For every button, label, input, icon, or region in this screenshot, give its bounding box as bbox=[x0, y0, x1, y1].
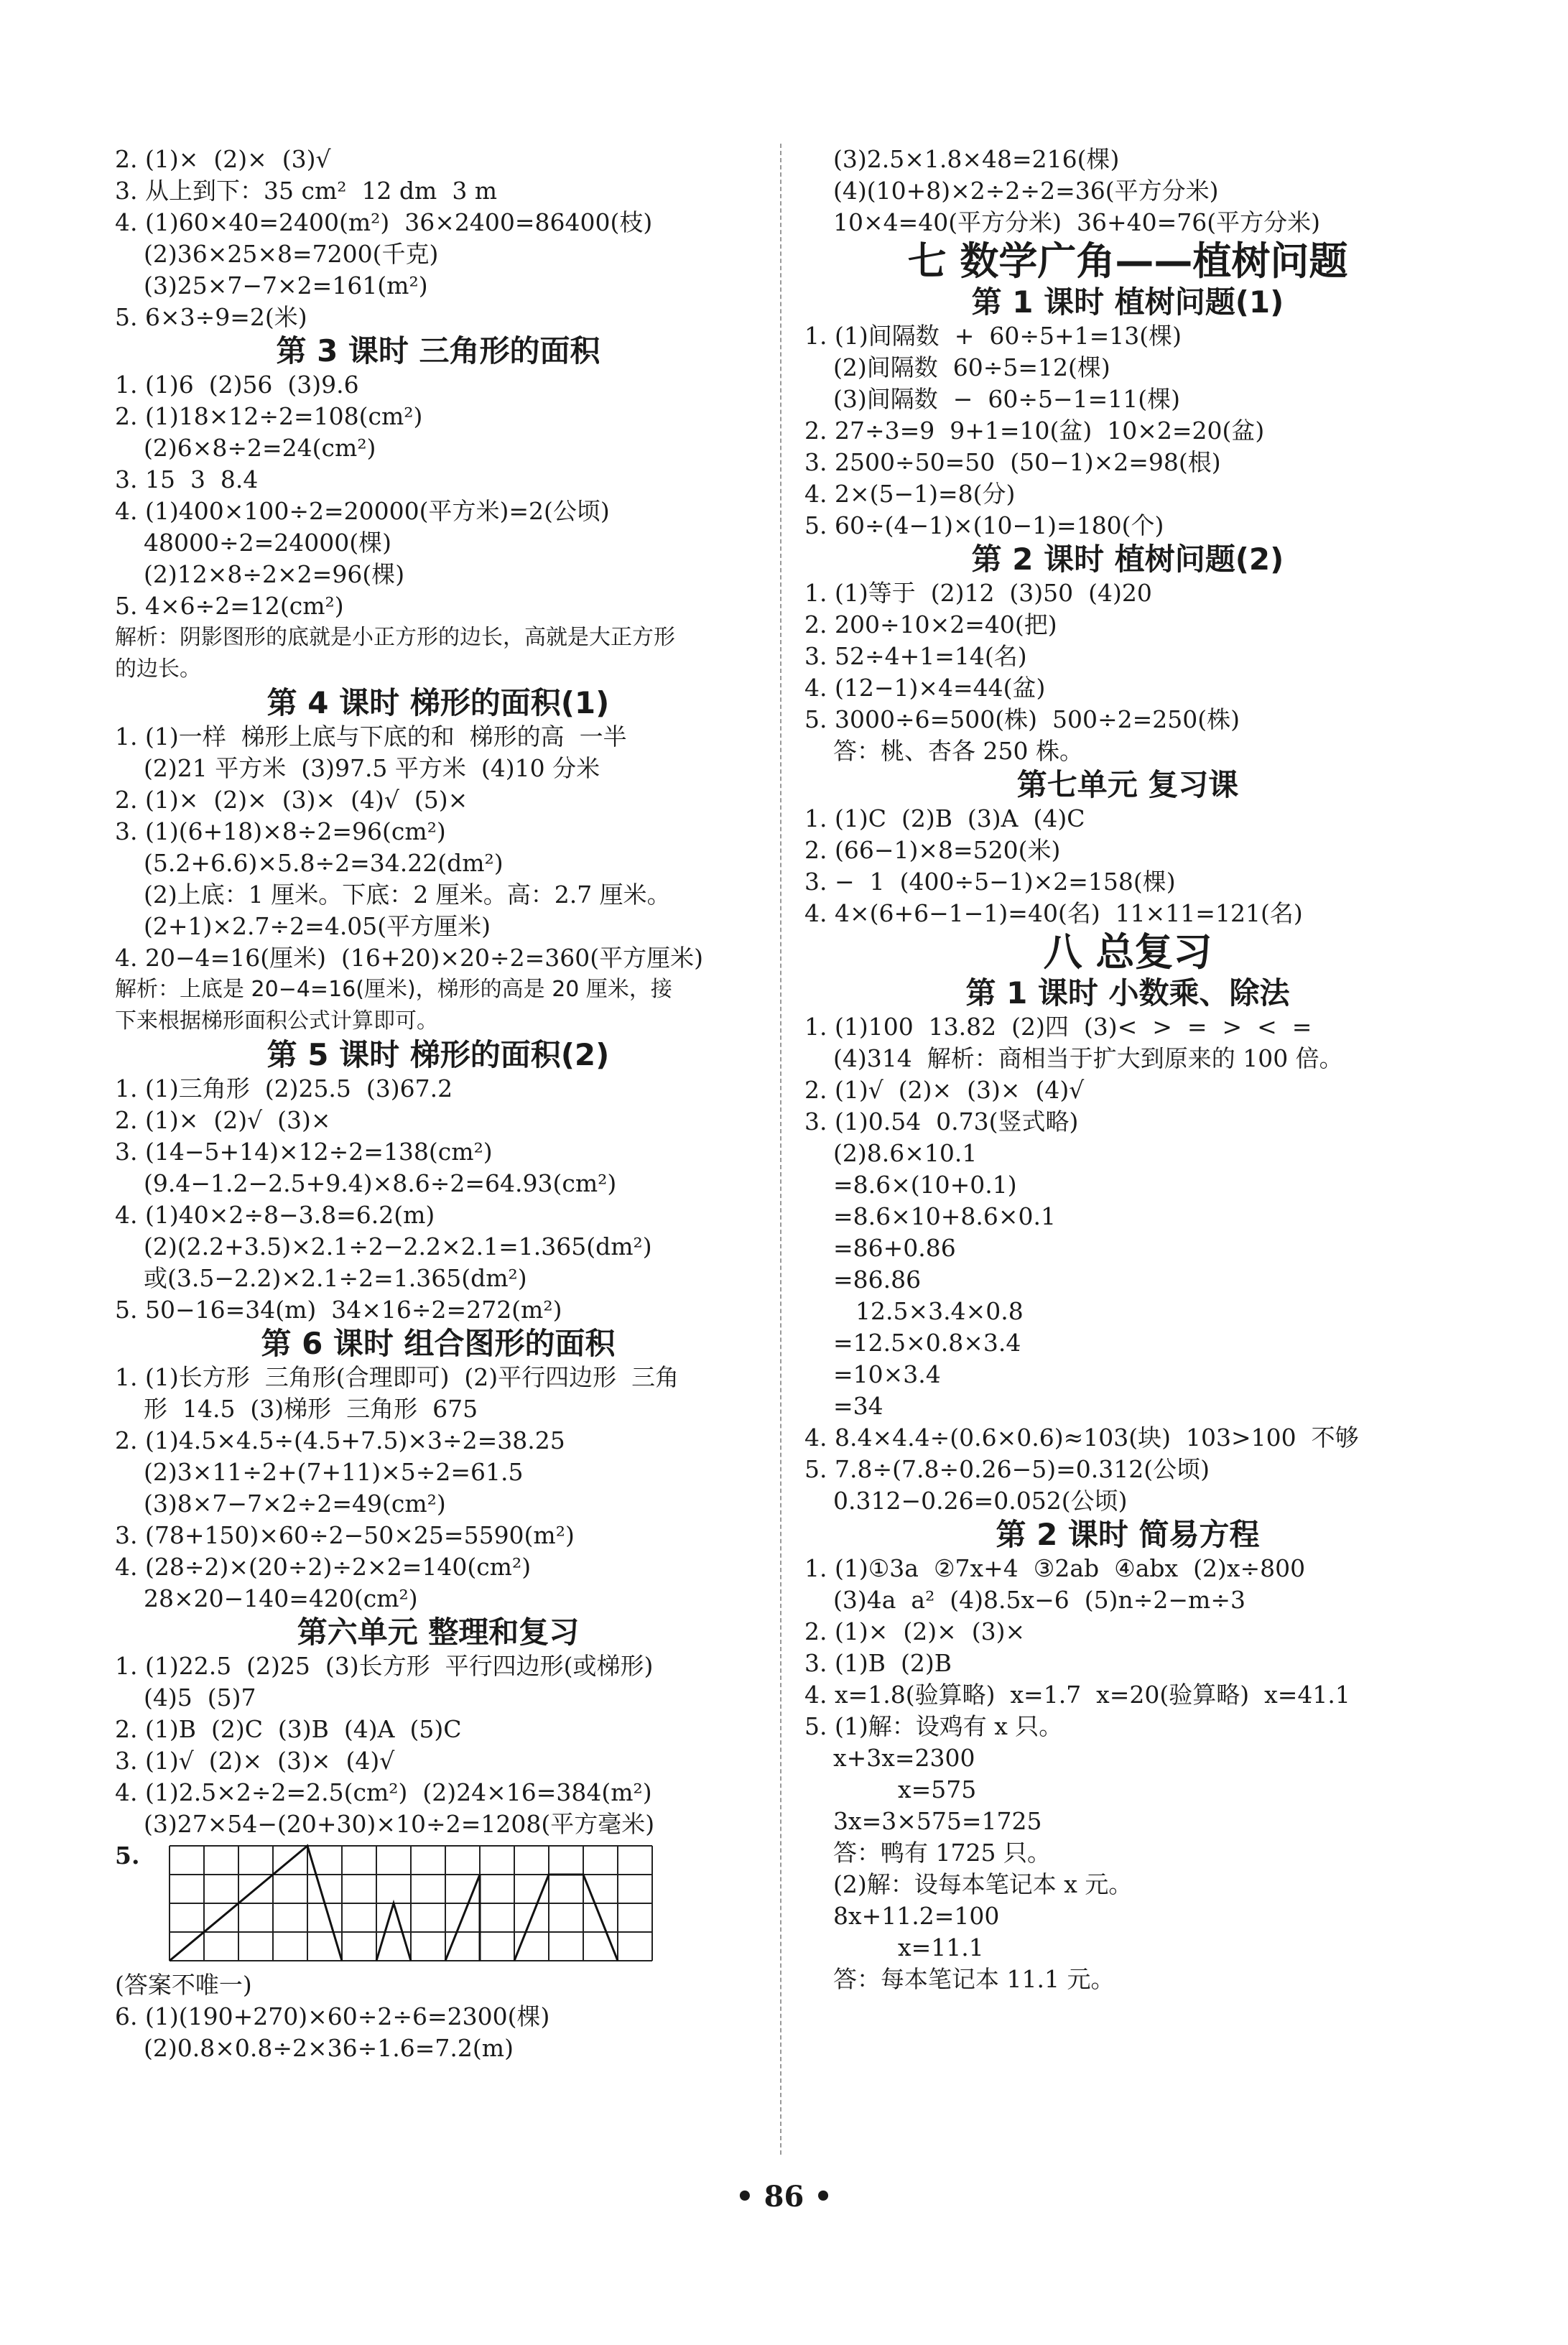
answer-line: 2. (66−1)×8=520(米) bbox=[804, 836, 1061, 864]
answer-line: =8.6×10+8.6×0.1 bbox=[833, 1202, 1057, 1230]
answer-line: (2)3×11÷2+(7+11)×5÷2=61.5 bbox=[144, 1458, 524, 1486]
answer-line: 3x=3×575=1725 bbox=[833, 1807, 1042, 1835]
answer-line: 4. 8.4×4.4÷(0.6×0.6)≈103(块) 103>100 不够 bbox=[804, 1424, 1359, 1452]
answer-line: (答案不唯一) bbox=[115, 1971, 252, 1999]
answer-line: (2)12×8÷2×2=96(棵) bbox=[144, 560, 405, 588]
answer-line: 1. (1)等于 (2)12 (3)50 (4)20 bbox=[804, 579, 1152, 607]
answer-line: 5. (1)解：设鸡有 x 只。 bbox=[804, 1712, 1063, 1740]
answer-line: 3. (1)(6+18)×8÷2=96(cm²) bbox=[115, 817, 446, 845]
answer-line: (2)8.6×10.1 bbox=[833, 1139, 978, 1167]
answer-line: (3)25×7−7×2=161(m²) bbox=[144, 271, 428, 299]
answer-line: 1. (1)长方形 三角形(合理即可) (2)平行四边形 三角 bbox=[115, 1363, 679, 1391]
answer-line: 1. (1)6 (2)56 (3)9.6 bbox=[115, 371, 359, 399]
answer-line: 答：桃、杏各 250 株。 bbox=[833, 737, 1083, 765]
answer-line: 6. (1)(190+270)×60÷2÷6=2300(棵) bbox=[115, 2002, 550, 2030]
analysis-line: 解析：阴影图形的底就是小正方形的边长，高就是大正方形 bbox=[115, 625, 675, 650]
drawn-shape bbox=[514, 1875, 618, 1961]
answer-line: 5. 6×3÷9=2(米) bbox=[115, 303, 307, 331]
answer-line: 8x+11.2=100 bbox=[833, 1902, 1000, 1930]
answer-line: (2)6×8÷2=24(cm²) bbox=[144, 434, 376, 462]
answer-line: 1. (1)22.5 (2)25 (3)长方形 平行四边形(或梯形) bbox=[115, 1652, 654, 1680]
answer-line: 4. (1)400×100÷2=20000(平方米)=2(公顷) bbox=[115, 497, 610, 525]
answer-line: =86+0.86 bbox=[833, 1234, 956, 1262]
drawn-shape bbox=[445, 1875, 480, 1961]
answer-line: 4. (1)40×2÷8−3.8=6.2(m) bbox=[115, 1201, 435, 1229]
section-title: 第 1 课时 小数乘、除法 bbox=[965, 975, 1290, 1011]
answer-line: 形 14.5 (3)梯形 三角形 675 bbox=[144, 1395, 478, 1423]
answer-line: (2)21 平方米 (3)97.5 平方米 (4)10 分米 bbox=[144, 754, 600, 782]
answer-line: 3. − 1 (400÷5−1)×2=158(棵) bbox=[804, 868, 1176, 896]
answer-line: 3. 2500÷50=50 (50−1)×2=98(根) bbox=[804, 448, 1221, 476]
answer-line: 1. (1)一样 梯形上底与下底的和 梯形的高 一半 bbox=[115, 723, 627, 751]
answer-line: 1. (1)C (2)B (3)A (4)C bbox=[804, 804, 1085, 832]
answer-line: (3)27×54−(20+30)×10÷2=1208(平方毫米) bbox=[144, 1810, 655, 1838]
answer-line: 4. (28÷2)×(20÷2)÷2×2=140(cm²) bbox=[115, 1553, 532, 1581]
answer-line: (4)314 解析：商相当于扩大到原来的 100 倍。 bbox=[833, 1044, 1343, 1072]
section-title: 第 2 课时 植树问题(2) bbox=[971, 542, 1284, 577]
answer-line: =12.5×0.8×3.4 bbox=[833, 1329, 1021, 1357]
answer-line: 0.312−0.26=0.052(公顷) bbox=[833, 1487, 1128, 1515]
answer-line: 2. (1)× (2)× (3)√ bbox=[115, 145, 331, 173]
answer-line: 答：每本笔记本 11.1 元。 bbox=[833, 1965, 1115, 1993]
answer-line: 3. 从上到下：35 cm² 12 dm 3 m bbox=[115, 177, 498, 205]
answer-line: 4. 4×(6+6−1−1)=40(名) 11×11=121(名) bbox=[804, 899, 1303, 927]
answer-line: 4. (1)60×40=2400(m²) 36×2400=86400(枝) bbox=[115, 208, 653, 236]
answer-line: 3. 52÷4+1=14(名) bbox=[804, 642, 1027, 670]
answer-line: 4. 20−4=16(厘米) (16+20)×20÷2=360(平方厘米) bbox=[115, 944, 704, 972]
analysis-line: 下来根据梯形面积公式计算即可。 bbox=[115, 1008, 438, 1034]
answer-line: 1. (1)间隔数 + 60÷5+1=13(棵) bbox=[804, 322, 1182, 350]
right-column bbox=[804, 144, 1451, 1995]
column-divider bbox=[780, 144, 781, 2155]
answer-line: (2+1)×2.7÷2=4.05(平方厘米) bbox=[144, 912, 491, 940]
answer-line: (3)2.5×1.8×48=216(棵) bbox=[833, 145, 1120, 173]
answer-line: 4. 2×(5−1)=8(分) bbox=[804, 480, 1016, 508]
answer-line: 3. (1)B (2)B bbox=[804, 1649, 952, 1677]
answer-line: x=575 bbox=[898, 1775, 977, 1803]
section-title: 第 4 课时 梯形的面积(1) bbox=[266, 685, 610, 720]
answer-line: 3. (1)√ (2)× (3)× (4)√ bbox=[115, 1747, 395, 1775]
answer-line: 4. (12−1)×4=44(盆) bbox=[804, 674, 1046, 702]
answer-line: (3)4a a² (4)8.5x−6 (5)n÷2−m÷3 bbox=[833, 1586, 1245, 1614]
answer-line: 48000÷2=24000(棵) bbox=[144, 529, 392, 557]
answer-line: =86.86 bbox=[833, 1266, 922, 1294]
answer-line: =34 bbox=[833, 1392, 883, 1420]
answer-line: 3. (14−5+14)×12÷2=138(cm²) bbox=[115, 1138, 493, 1166]
answer-line: 5. 60÷(4−1)×(10−1)=180(个) bbox=[804, 511, 1164, 539]
question-number: 5. bbox=[115, 1842, 140, 1870]
answer-line: 12.5×3.4×0.8 bbox=[840, 1297, 1024, 1325]
answer-line: 或(3.5−2.2)×2.1÷2=1.365(dm²) bbox=[144, 1264, 527, 1292]
section-title: 第六单元 整理和复习 bbox=[297, 1615, 580, 1650]
grid-question bbox=[115, 1840, 761, 1969]
answer-line: (5.2+6.6)×5.8÷2=34.22(dm²) bbox=[144, 849, 504, 877]
answer-line: 5. 7.8÷(7.8÷0.26−5)=0.312(公顷) bbox=[804, 1455, 1210, 1483]
section-title: 第 5 课时 梯形的面积(2) bbox=[266, 1037, 610, 1072]
section-title: 第 1 课时 植树问题(1) bbox=[971, 284, 1284, 320]
answer-line: 2. (1)B (2)C (3)B (4)A (5)C bbox=[115, 1715, 462, 1743]
answer-line: 答：鸭有 1725 只。 bbox=[833, 1839, 1051, 1867]
answer-line: 3. 15 3 8.4 bbox=[115, 465, 259, 493]
answer-line: (9.4−1.2−2.5+9.4)×8.6÷2=64.93(cm²) bbox=[144, 1169, 617, 1197]
answer-line: 2. (1)18×12÷2=108(cm²) bbox=[115, 402, 423, 430]
answer-line: x=11.1 bbox=[898, 1933, 984, 1961]
answer-line: 1. (1)三角形 (2)25.5 (3)67.2 bbox=[115, 1074, 453, 1102]
analysis-line: 解析：上底是 20−4=16(厘米)，梯形的高是 20 厘米，接 bbox=[115, 977, 672, 1002]
page-number: • 86 • bbox=[736, 2180, 832, 2214]
section-title: 第 2 课时 简易方程 bbox=[996, 1517, 1260, 1552]
answer-line: 2. (1)√ (2)× (3)× (4)√ bbox=[804, 1076, 1085, 1104]
answer-line: 5. 3000÷6=500(株) 500÷2=250(株) bbox=[804, 705, 1240, 733]
answer-line: =10×3.4 bbox=[833, 1360, 941, 1388]
answer-line: 5. 50−16=34(m) 34×16÷2=272(m²) bbox=[115, 1296, 562, 1324]
answer-line: 28×20−140=420(cm²) bbox=[144, 1584, 418, 1612]
answer-line: 2. (1)4.5×4.5÷(4.5+7.5)×3÷2=38.25 bbox=[115, 1426, 565, 1454]
answer-line: (3)8×7−7×2÷2=49(cm²) bbox=[144, 1490, 446, 1518]
left-column bbox=[115, 144, 761, 2064]
answer-line: (3)间隔数 − 60÷5−1=11(棵) bbox=[833, 385, 1181, 413]
answer-line: 2. 27÷3=9 9+1=10(盆) 10×2=20(盆) bbox=[804, 417, 1265, 445]
answer-line: (4)5 (5)7 bbox=[144, 1684, 256, 1712]
answer-line: (2)36×25×8=7200(千克) bbox=[144, 240, 439, 268]
answer-line: 3. (78+150)×60÷2−50×25=5590(m²) bbox=[115, 1521, 575, 1549]
unit-title: 八 总复习 bbox=[1043, 929, 1212, 975]
answer-line: 2. (1)× (2)× (3)× bbox=[804, 1617, 1026, 1645]
answer-line: =8.6×(10+0.1) bbox=[833, 1171, 1017, 1199]
answer-line: (2)间隔数 60÷5=12(棵) bbox=[833, 353, 1110, 381]
unit-title: 七 数学广角——植树问题 bbox=[907, 238, 1348, 284]
answer-line: (2)(2.2+3.5)×2.1÷2−2.2×2.1=1.365(dm²) bbox=[144, 1232, 652, 1260]
answer-line: 1. (1)100 13.82 (2)四 (3)< > = > < = bbox=[804, 1013, 1312, 1041]
grid-figure bbox=[165, 1840, 668, 1966]
answer-line: 3. (1)0.54 0.73(竖式略) bbox=[804, 1108, 1079, 1136]
section-title: 第 6 课时 组合图形的面积 bbox=[261, 1326, 616, 1361]
answer-line: 2. (1)× (2)√ (3)× bbox=[115, 1106, 331, 1134]
answer-line: (2)0.8×0.8÷2×36÷1.6=7.2(m) bbox=[144, 2034, 514, 2062]
answer-line: (2)上底：1 厘米。下底：2 厘米。高：2.7 厘米。 bbox=[144, 881, 671, 909]
answer-line: 10×4=40(平方分米) 36+40=76(平方分米) bbox=[833, 208, 1321, 236]
answer-line: 4. x=1.8(验算略) x=1.7 x=20(验算略) x=41.1 bbox=[804, 1681, 1350, 1709]
answer-line: 2. 200÷10×2=40(把) bbox=[804, 610, 1057, 639]
section-title: 第七单元 复习课 bbox=[1016, 767, 1239, 802]
answer-line: 5. 4×6÷2=12(cm²) bbox=[115, 592, 344, 620]
answer-line: x+3x=2300 bbox=[833, 1744, 975, 1772]
answer-line: (2)解：设每本笔记本 x 元。 bbox=[833, 1870, 1133, 1898]
answer-line: 2. (1)× (2)× (3)× (4)√ (5)× bbox=[115, 786, 468, 814]
analysis-line: 的边长。 bbox=[115, 656, 201, 682]
answer-line: 4. (1)2.5×2÷2=2.5(cm²) (2)24×16=384(m²) bbox=[115, 1778, 652, 1806]
section-title: 第 3 课时 三角形的面积 bbox=[276, 333, 600, 368]
answer-line: 1. (1)①3a ②7x+4 ③2ab ④abx (2)x÷800 bbox=[804, 1554, 1306, 1582]
answer-line: (4)(10+8)×2÷2÷2=36(平方分米) bbox=[833, 177, 1219, 205]
